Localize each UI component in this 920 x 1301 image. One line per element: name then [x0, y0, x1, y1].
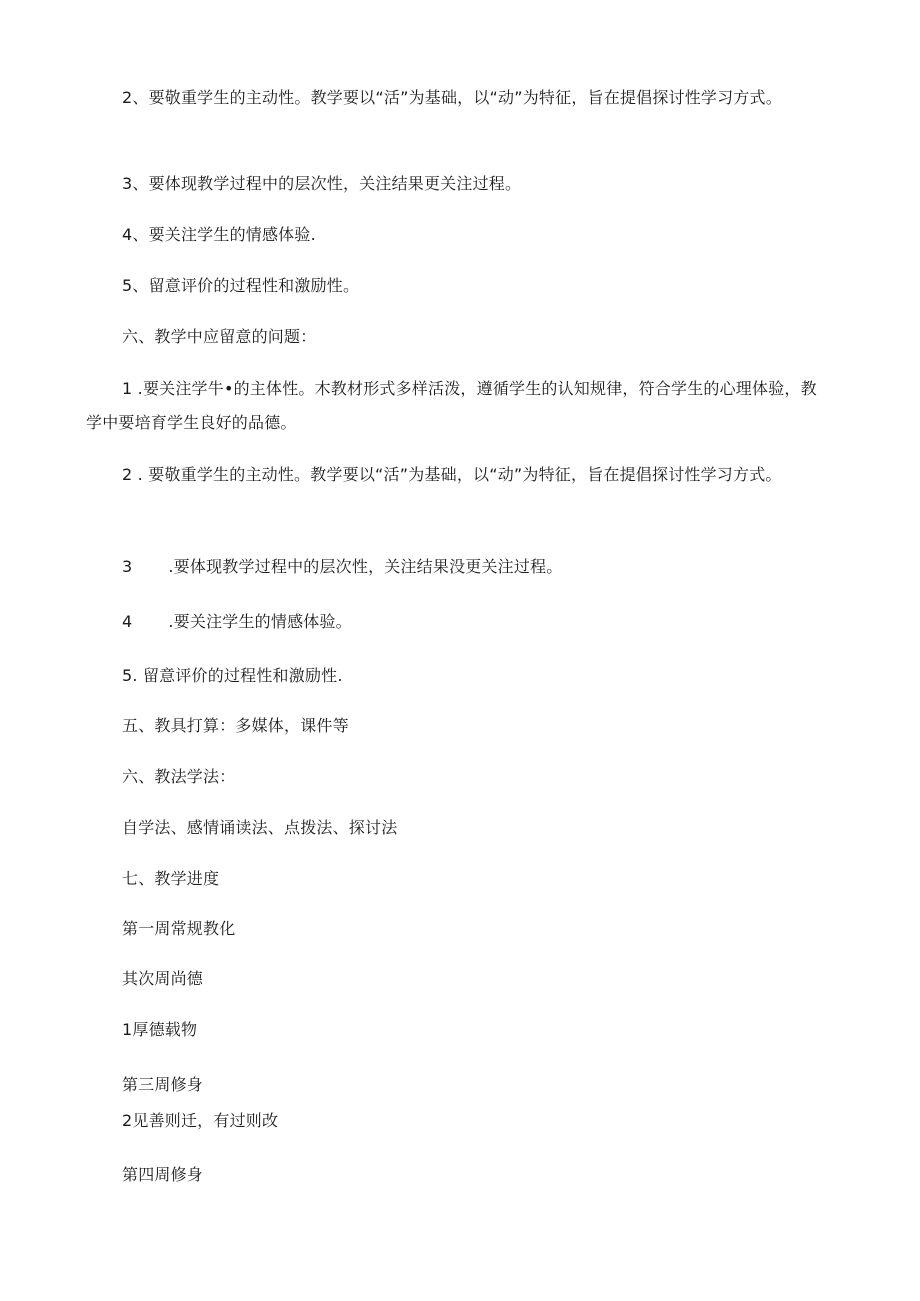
paragraph-8 [122, 550, 862, 584]
paragraph-1: 2、要敬重学生的主动性。教学要以“活”为基础，以“动”为特征，旨在提倡探讨性学习方式。 [122, 88, 782, 107]
schedule-item-1: 1厚德载物 [122, 1020, 198, 1039]
paragraph-3: 4、要关注学生的情感体验. [122, 225, 316, 244]
section-heading-issues: 六、教学中应留意的问题： [122, 327, 317, 346]
list-text: .要体现教学过程中的层次性，关注结果没更关注过程。 [168, 557, 563, 576]
list-text: .要关注学生的情感体验。 [168, 612, 352, 631]
schedule-item-2: 2见善则迁，有过则改 [122, 1111, 279, 1130]
schedule-week-1: 第一周常规教化 [122, 919, 236, 938]
section-heading-methods: 六、教法学法： [122, 767, 236, 786]
schedule-week-4: 第四周修身 [122, 1165, 204, 1184]
list-number: 3 [122, 557, 133, 576]
paragraph-9 [122, 605, 862, 639]
list-number: 4 [122, 612, 133, 631]
methods-list: 自学法、感情诵读法、点拨法、探讨法 [122, 818, 398, 837]
paragraph-7: 2 . 要敬重学生的主动性。教学要以“活”为基础，以“动”为特征，旨在提倡探讨性学习方式。 [122, 465, 782, 484]
section-heading-teaching-aids: 五、教具打算：多媒体，课件等 [122, 716, 349, 735]
schedule-week-2: 其次周尚德 [122, 969, 204, 988]
schedule-week-3: 第三周修身 [122, 1075, 204, 1094]
paragraph-10: 5. 留意评价的过程性和激励性. [122, 666, 343, 685]
paragraph-4: 5、留意评价的过程性和激励性。 [122, 276, 360, 295]
section-heading-schedule: 七、教学进度 [122, 869, 220, 888]
paragraph-2: 3、要体现教学过程中的层次性，关注结果更关注过程。 [122, 174, 522, 193]
paragraph-6: 1 .要关注学牛•的主体性。木教材形式多样活泼，遵循学生的认知规律，符合学生的心理体验，教学中要培育学生良好的品德。 [86, 379, 817, 432]
